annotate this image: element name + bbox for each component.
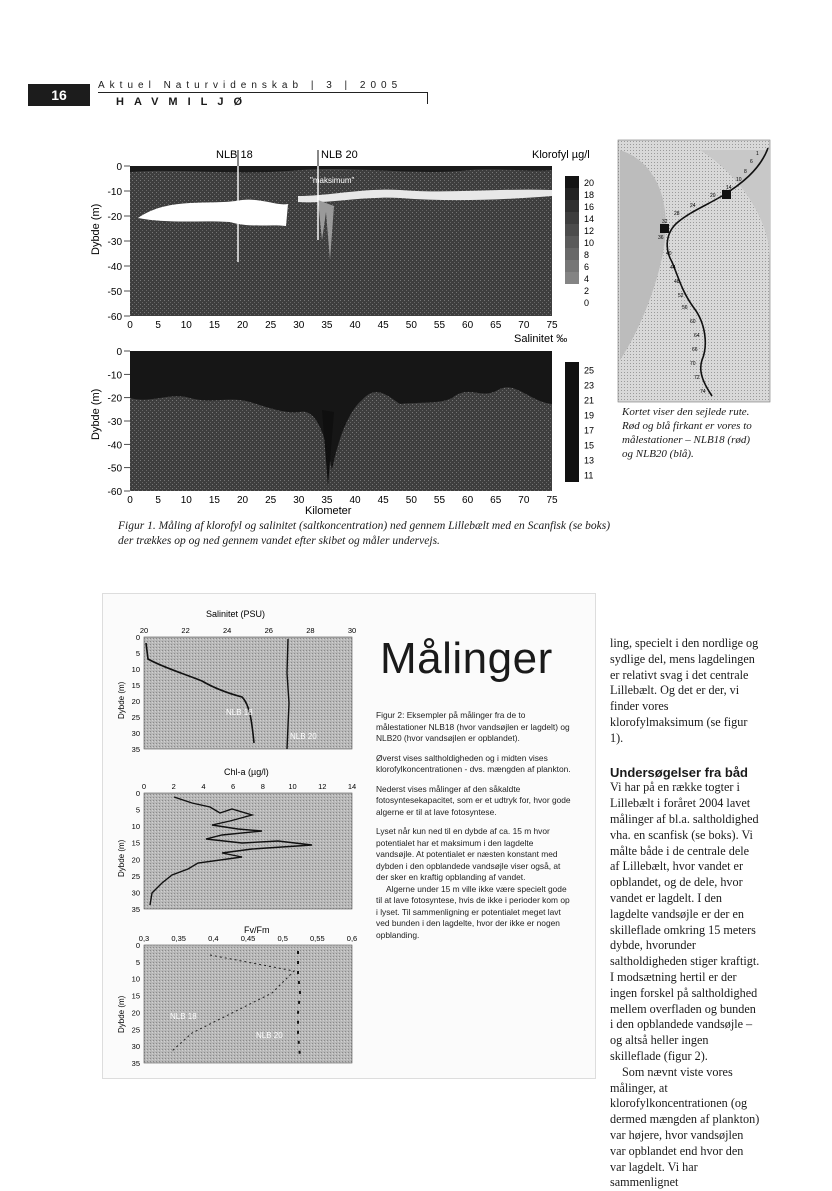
y-tick-label: 20	[131, 855, 140, 865]
scale-swatch	[565, 392, 579, 407]
x-tick-label: 0	[127, 495, 133, 506]
scale-swatch	[565, 467, 579, 482]
scale-tick-label: 17	[584, 425, 595, 436]
route-number-label: 72	[694, 375, 700, 381]
y-tick-label: -40	[107, 262, 122, 273]
x-tick-label: 5	[155, 320, 161, 331]
x-tick-label: 75	[546, 320, 558, 331]
y-tick-label: 0	[135, 633, 140, 642]
x-tick-label: 0,5	[277, 934, 288, 943]
y-tick-label: 5	[135, 649, 140, 658]
fig2-paragraph: Figur 2: Eksempler på målinger fra de to målestationer NLB18 (hvor vandsøjlen er lagdelt) og NLB20 (hvor vandsøjlen er opblandet).	[376, 710, 570, 743]
y-tick-label: -50	[107, 287, 122, 298]
chlorophyll-scale	[565, 176, 594, 308]
panel2-title: Chl-a (µg/l)	[224, 767, 269, 777]
y-tick-label: 25	[131, 871, 140, 881]
fig2-paragraph: Øverst vises saltholdigheden og i midten vises klorofylkoncentrationen - dvs. mængden af plankton.	[376, 752, 571, 774]
scale-tick-label: 15	[584, 440, 595, 451]
x-tick-label: 15	[208, 320, 220, 331]
x-tick-label: 10	[180, 495, 192, 506]
y-tick-label: 25	[131, 1025, 140, 1035]
y-tick-label: -30	[107, 417, 122, 428]
scale-tick-label: 19	[584, 410, 595, 421]
y-tick-label: 30	[131, 1042, 140, 1052]
route-number-label: 40	[666, 251, 672, 257]
x-tick-label: 15	[208, 495, 220, 506]
route-number-label: 64	[694, 333, 700, 339]
y-tick-label: 0	[135, 941, 140, 950]
route-number-label: 36	[658, 235, 664, 241]
figure-2-text	[376, 710, 572, 949]
x-tick-label: 0,45	[240, 934, 256, 943]
route-number-label: 32	[662, 219, 668, 225]
x-tick-label: 6	[231, 782, 236, 791]
route-number-label: 56	[682, 305, 688, 311]
x-tick-label: 0,3	[138, 934, 150, 943]
x-tick-label: 22	[181, 626, 190, 635]
scale-swatch	[565, 437, 579, 452]
y-tick-label: -10	[107, 370, 122, 382]
panel3-label-nlb20: NLB 20	[256, 1031, 283, 1040]
chlorophyll-scale-title: Klorofyl µg/l	[532, 149, 590, 161]
salinity-scale-title: Salinitet ‰	[514, 333, 568, 345]
panel2-y-ticks	[132, 789, 140, 914]
scale-tick-label: 11	[584, 470, 594, 481]
y-tick-label: 35	[131, 905, 140, 914]
scale-tick-label: 23	[584, 380, 595, 391]
scale-swatch	[565, 407, 579, 422]
x-tick-label: 55	[433, 495, 446, 506]
y-tick-label: 0	[116, 347, 122, 358]
route-number-label: 6	[750, 159, 753, 165]
panel3-x-ticks	[139, 934, 357, 943]
scale-tick-label: 2	[584, 286, 590, 296]
route-number-label: 70	[690, 361, 696, 367]
x-tick-label: 70	[518, 495, 530, 506]
scale-tick-label: 6	[584, 262, 590, 272]
scale-tick-label: 4	[584, 274, 590, 284]
scale-tick-label: 0	[584, 298, 590, 308]
x-tick-label: 14	[347, 782, 357, 791]
y-tick-label: 15	[131, 838, 140, 848]
panel1-x-ticks	[140, 626, 356, 635]
scale-swatch	[565, 422, 579, 437]
scale-swatch	[565, 236, 579, 248]
route-number-label: 1	[756, 151, 759, 157]
x-tick-label: 20	[236, 495, 249, 506]
x-tick-label: 60	[462, 320, 474, 331]
x-tick-label: 40	[349, 320, 361, 331]
y-tick-label: 0	[135, 789, 140, 798]
x-ticks-top	[127, 320, 558, 331]
x-tick-label: 24	[223, 626, 232, 635]
x-tick-label: 45	[377, 320, 389, 331]
x-tick-label: 26	[264, 626, 273, 635]
scale-tick-label: 8	[584, 250, 590, 260]
panel3-title: Fv/Fm	[244, 925, 270, 935]
salinity-scale	[565, 362, 594, 482]
panel2-ylabel: Dybde (m)	[117, 839, 126, 877]
station-label-nlb20: NLB 20	[321, 149, 358, 161]
x-tick-label: 0,6	[346, 934, 358, 943]
x-tick-label: 10	[288, 782, 297, 791]
y-axis-label-bottom: Dybde (m)	[90, 388, 102, 440]
scale-swatch	[565, 200, 579, 212]
column-paragraph-2: Vi har på en række togter i Lillebælt i foråret 2004 lavet målinger af bl.a. saltholdighed vha. en scanfisk (se boks). Vi målte både i de centrale dele af Lillebælt, hvor vandet er opblandet, og de dele, hvor vandet er lagdelt. I den lagdelte vandsøjle er der en skilleflade omkring 15 meters dybde, hvorunder saltholdigheden stiger kraftigt. I modsætning hertil er der ingen forskel på saltholdighed mellem overfladen og bunden i den opblandede vandsøjle – og altså heller ingen skilleflade (figur 2).	[610, 780, 760, 1063]
y-ticks-bottom	[108, 347, 130, 498]
fig2-paragraph: Algerne under 15 m ville ikke være specielt gode til at lave fotosyntese, hvis de ikke i perioder kom op i lyset. Til sammenligning er potentialet meget lavt ved bunden i den lagdelte, hvor der ikke er nogen opblanding.	[376, 883, 570, 940]
x-tick-label: 50	[405, 495, 417, 506]
y-tick-label: -30	[107, 237, 122, 248]
route-map	[618, 140, 770, 402]
figure-1	[0, 0, 832, 560]
x-tick-label: 20	[139, 626, 149, 635]
magazine-line: Aktuel Naturvidenskab | 3 | 2005	[98, 80, 403, 91]
map-caption: Kortet viser den sejlede rute. Rød og blå firkant er vores to målestationer – NLB18 (rød) og NLB20 (blå).	[622, 406, 752, 460]
scale-tick-label: 13	[584, 455, 595, 466]
y-tick-label: -20	[107, 212, 122, 223]
y-tick-label: 20	[131, 1008, 140, 1018]
nlb18-marker	[660, 224, 669, 233]
x-tick-label: 0,35	[171, 934, 186, 943]
panel2-x-ticks	[142, 782, 356, 791]
y-tick-label: 30	[131, 888, 140, 898]
route-number-label: 24	[690, 203, 696, 209]
x-tick-label: 30	[347, 626, 357, 635]
x-tick-label: 5	[155, 495, 161, 506]
x-tick-label: 2	[171, 782, 176, 791]
y-tick-label: 25	[131, 713, 140, 722]
fig2-paragraph: Nederst vises målinger af den såkaldte fotosyntesekapacitet, som er et udtryk for, hvor gode algerne er til at lave fotosyntese.	[376, 783, 571, 817]
y-tick-label: 0	[116, 162, 122, 173]
panel1-label-nlb20: NLB 20	[290, 732, 317, 741]
scale-swatch	[565, 248, 579, 260]
route-number-label: 48	[674, 279, 680, 285]
panel1-label-nlb18: NLB 18	[226, 708, 253, 717]
scale-swatch	[565, 260, 579, 272]
fig2-paragraph: Lyset når kun ned til en dybde af ca. 15 m hvor potentialet har et maksimum i den lagdelte vandsøjle. At potentialet er næsten konstant med dybden i den opblandede vandsøjle viser også, at der sker en kraftig opblanding af vandet.	[376, 826, 561, 882]
route-number-label: 20	[710, 193, 716, 199]
x-tick-label: 75	[546, 495, 558, 506]
panel2-plot	[144, 793, 352, 909]
x-tick-label: 55	[433, 320, 446, 331]
scale-tick-label: 10	[584, 238, 595, 248]
y-tick-label: 20	[131, 697, 140, 706]
panel1-ylabel: Dybde (m)	[117, 681, 126, 719]
nlb20-marker	[722, 190, 731, 199]
scale-tick-label: 16	[584, 202, 595, 212]
maximum-annotation: "maksimum"	[310, 176, 355, 185]
y-tick-label: 10	[131, 665, 140, 674]
panel1-y-ticks	[132, 633, 140, 754]
y-tick-label: -50	[107, 463, 122, 475]
route-number-label: 10	[736, 177, 742, 183]
x-tick-label: 65	[490, 320, 502, 331]
y-tick-label: 5	[135, 805, 140, 815]
scale-swatch	[565, 377, 579, 392]
x-tick-label: 0	[141, 782, 147, 791]
x-tick-label: 0	[127, 320, 133, 331]
scale-tick-label: 25	[584, 365, 595, 376]
x-tick-label: 10	[180, 320, 192, 331]
scale-swatch	[565, 362, 579, 377]
route-number-label: 74	[700, 389, 706, 395]
article-column	[610, 636, 760, 1191]
page-number: 16	[28, 84, 90, 106]
station-label-nlb18: NLB 18	[216, 149, 253, 161]
chlorophyll-area	[130, 166, 552, 316]
scale-tick-label: 20	[584, 178, 595, 188]
route-number-label: 66	[692, 347, 698, 353]
route-number-label: 14	[726, 185, 732, 191]
column-paragraph-1: ling, specielt i den nordlige og sydlige del, mens lagdelingen er relativt svag i det centrale Lillebælt. Og det er der, vi finder vores klorofylmaksimum (se figur 1).	[610, 636, 759, 745]
x-axis-label: Kilometer	[305, 505, 352, 517]
x-tick-label: 12	[318, 782, 327, 791]
x-tick-label: 60	[462, 495, 474, 506]
y-axis-label-top: Dybde (m)	[90, 203, 102, 255]
scale-swatch	[565, 212, 579, 224]
panel3-ylabel: Dybde (m)	[117, 995, 126, 1033]
figure-1-caption: Figur 1. Måling af klorofyl og salinitet (saltkoncentration) ned gennem Lillebælt med en Scanfisk (se boks) der trækkes op og ned gennem vandet efter skibet og måler undervejs.	[118, 520, 611, 547]
y-tick-label: -60	[107, 312, 122, 323]
route-number-label: 60	[690, 319, 696, 325]
scale-swatch	[565, 176, 579, 188]
y-tick-label: -20	[107, 393, 122, 405]
scale-swatch	[565, 284, 579, 296]
x-tick-label: 20	[236, 320, 249, 331]
scale-tick-label: 18	[584, 190, 595, 200]
y-tick-label: 10	[131, 822, 140, 832]
x-tick-label: 35	[321, 495, 333, 506]
panel3-plot	[144, 945, 352, 1063]
salinity-panel	[130, 351, 552, 491]
x-tick-label: 8	[260, 782, 265, 791]
y-tick-label: -10	[107, 187, 122, 198]
x-tick-label: 28	[306, 626, 315, 635]
route-number-label: 28	[674, 211, 680, 217]
section-title: HAVMILJØ	[116, 96, 253, 108]
y-ticks-top	[108, 162, 130, 323]
x-tick-label: 35	[321, 320, 333, 331]
y-tick-label: -40	[107, 440, 122, 452]
x-tick-label: 65	[490, 495, 502, 506]
x-tick-label: 0,4	[208, 934, 219, 943]
scale-swatch	[565, 296, 579, 308]
x-tick-label: 40	[349, 495, 361, 506]
x-tick-label: 30	[293, 495, 305, 506]
x-tick-label: 45	[377, 495, 389, 506]
scale-swatch	[565, 224, 579, 236]
panel3-y-ticks	[132, 941, 140, 1068]
scale-tick-label: 21	[584, 395, 595, 406]
panel1-title: Salinitet (PSU)	[206, 609, 266, 619]
figure-2-profiles	[102, 593, 382, 1077]
chlorophyll-panel	[130, 150, 552, 316]
x-tick-label: 0,55	[310, 934, 325, 943]
y-tick-label: 30	[131, 729, 140, 738]
article-title: Målinger	[380, 634, 553, 683]
x-tick-label: 70	[518, 320, 530, 331]
scale-tick-label: 12	[584, 226, 595, 236]
y-tick-label: 10	[131, 974, 140, 984]
y-tick-label: 15	[131, 681, 140, 690]
x-tick-label: 25	[265, 320, 277, 331]
y-tick-label: 35	[131, 745, 140, 754]
route-number-label: 44	[670, 265, 676, 271]
route-number-label: 52	[678, 293, 684, 299]
scale-swatch	[565, 452, 579, 467]
x-tick-label: 25	[265, 495, 277, 506]
y-tick-label: -60	[107, 487, 122, 498]
x-tick-label: 50	[405, 320, 417, 331]
section-heading: Undersøgelser fra båd	[610, 764, 748, 780]
scale-tick-label: 14	[584, 214, 595, 224]
y-tick-label: 15	[131, 991, 140, 1001]
x-tick-label: 4	[201, 782, 206, 791]
x-tick-label: 30	[293, 320, 305, 331]
scale-swatch	[565, 188, 579, 200]
column-paragraph-3: Som nævnt viste vores målinger, at klorofylkoncentrationen (og dermed mængden af plankton) var højere, hvor vandsøjlen var opblandet end hvor den var lagdelt. Vi har sammenlignet	[610, 1064, 760, 1190]
scale-swatch	[565, 272, 579, 284]
route-number-label: 8	[744, 169, 747, 175]
y-tick-label: 35	[131, 1059, 140, 1068]
panel1-plot	[144, 637, 352, 749]
panel3-label-nlb18: NLB 18	[170, 1012, 197, 1021]
y-tick-label: 5	[135, 957, 140, 967]
